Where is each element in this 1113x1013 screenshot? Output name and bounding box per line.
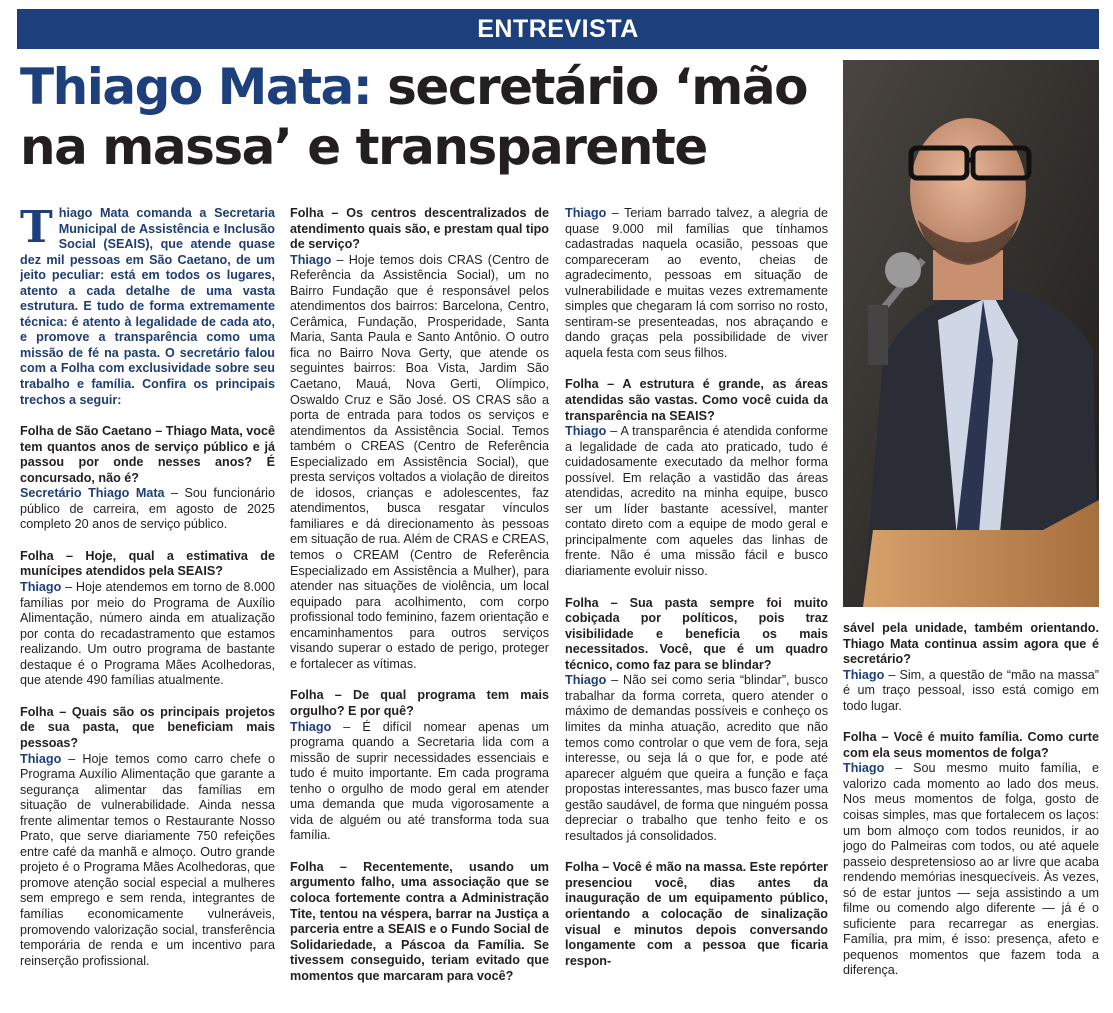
headline bbox=[20, 57, 840, 177]
speaker: Thiago bbox=[20, 751, 62, 766]
section-label: ENTREVISTA bbox=[477, 14, 639, 43]
answer-1 bbox=[20, 486, 275, 533]
speaker: Thiago bbox=[565, 206, 607, 220]
question-9-start: Folha – Você é mão na massa. Este repórter presenciou você, dias antes da inauguração de um equipamento público, orientando a colocação de sinalização visual e minutos depois conversando longamente com a pessoa que ficaria respon- bbox=[565, 860, 828, 968]
question-2: Folha – Hoje, qual a estimativa de munícipes atendidos pela SEAIS? bbox=[20, 548, 275, 579]
gap bbox=[20, 408, 275, 424]
article-column-3 bbox=[565, 206, 828, 1006]
intro-paragraph bbox=[20, 206, 275, 408]
question-7: Folha – A estrutura é grande, as áreas atendidas são vastas. Como você cuida da transparência na SEAIS? bbox=[565, 377, 828, 423]
gap bbox=[290, 844, 549, 860]
question-5: Folha – De qual programa tem mais orgulho? E por quê? bbox=[290, 688, 549, 718]
answer-text: – Sim, a questão de “mão na massa” é um traço pessoal, isso está comigo em todo lugar. bbox=[843, 667, 1099, 713]
headline-rest: secretário ‘mão na massa’ e transparente bbox=[20, 58, 807, 176]
question-9-end: sável pela unidade, também orientando. Thiago Mata continua assim agora que é secretário? bbox=[843, 621, 1099, 667]
answer-6 bbox=[565, 206, 828, 361]
section-banner bbox=[17, 9, 1099, 49]
headline-name: Thiago Mata: bbox=[20, 58, 372, 116]
intro-text: hiago Mata comanda a Secretaria Municipal de Assistência e Inclusão Social (SEAIS), que atende quase dez mil pessoas em São Caetano, de um jeito peculiar: está em todos os lugares, atento a cada detalhe de uma vasta estrutura. E tudo de forma extremamente técnica: é atento à legalidade de cada ato, e promove a transparência como uma missão de fé na pasta. O secretário falou com a Folha com exclusividade sobre seu trabalho e família. Confira os principais trechos a seguir: bbox=[20, 206, 275, 407]
answer-4 bbox=[290, 253, 549, 673]
speaker: Secretário Thiago Mata bbox=[20, 486, 165, 501]
gap bbox=[565, 580, 828, 596]
article-column-2 bbox=[290, 206, 549, 1006]
answer-10 bbox=[843, 761, 1099, 979]
question-1: Folha de São Caetano – Thiago Mata, você tem quantos anos de serviço público e já passou por onde nesses anos? É concursado, não é? bbox=[20, 424, 275, 485]
gap bbox=[565, 361, 828, 377]
question-4: Folha – Os centros descentralizados de atendimento quais são, e prestam qual tipo de serviço? bbox=[290, 206, 549, 252]
answer-text: – Sou mesmo muito família, e valorizo cada momento ao lado dos meus. Nos meus momentos de folga, gosto de coisas simples, mas que fortalecem os laços: um bom almoço com todos reunidos, ir ao jogo do Palmeiras com todos, ou até aquele passeio despretensioso ao ar livre que acaba rendendo memórias inesquecíveis. Às vezes, só de estar juntos — seja assistindo a um filme ou comendo algo diferente — já é o suficiente para recarregar as energias. Família, pra mim, é isso: presença, afeto e pequenos momentos que fazem toda a diferença. bbox=[843, 761, 1099, 978]
answer-text: – Hoje temos dois CRAS (Centro de Referência da Assistência Social), um no Bairro Fundação que é responsável pelos atendimentos dos bairros: Barcelona, Centro, Cerâmica, Fundação, Prosperidade, Santa Maria, Santa Paula e Santo Antônio. O outro fica no Bairro Nova Gerty, que atende os seguintes bairros: Boa Vista, Jardim São Caetano, Mauá, Nova Gerti, Olímpico, Oswaldo Cruz e São José. OS CRAS são a porta de entrada para todos os serviços e atendimentos da Assistência Social. Temos também o CREAS (Centro de Referência Especializado em Assistência Social), que presta serviços voltados a violação de direitos de idosos, crianças e adolescentes, faz atendimentos, busca resgatar vínculos familiares e dá direcionamento às pessoas em situação de rua. Além de CRAS e CREAS, temos o CREAM (Centro de Referência Especializado em Assistência a Mulher), para atender nas situações de violência, um local equipado para acolhimento, com corpo profissional todo feminino, fazem orientação e encaminhamentos para outros serviços visando superar o estado de perigo, proteger e fortalecer as vítimas. bbox=[290, 252, 549, 671]
article-column-1 bbox=[20, 206, 275, 1006]
speaker: Thiago bbox=[20, 580, 62, 595]
question-8: Folha – Sua pasta sempre foi muito cobiçada por políticos, pois traz visibilidade e beneficia os mais necessitados. Você, que é um quadro técnico, como faz para se blindar? bbox=[565, 595, 828, 672]
gap bbox=[843, 714, 1099, 730]
gap bbox=[20, 689, 275, 705]
answer-text: – Sou funcionário público de carreira, em agosto de 2025 completo 20 anos de serviço público. bbox=[20, 486, 275, 532]
gap bbox=[20, 533, 275, 549]
speaker: Thiago bbox=[565, 673, 607, 688]
portrait-photo-icon bbox=[843, 60, 1099, 607]
speaker: Thiago bbox=[290, 252, 332, 267]
answer-8 bbox=[565, 673, 828, 844]
portrait-photo bbox=[843, 60, 1099, 607]
answer-3 bbox=[20, 752, 275, 970]
answer-text: – A transparência é atendida conforme a legalidade de cada ato praticado, tudo é cuidadosamente executado da melhor forma possível. Em relação a vastidão das áreas atendidas, acredito na minha equipe, busco ser um líder bastante acessível, manter contato direto com a equipe de modo geral e principalmente com aqueles das linhas de frente. Não é uma missão fácil e busco diariamente evoluir nisso. bbox=[565, 424, 828, 579]
answer-9 bbox=[843, 668, 1099, 715]
question-6: Folha – Recentemente, usando um argumento falho, uma associação que se coloca fortemente contra a Administração Tite, tentou na véspera, barrar na Justiça a parceria entre a SEAIS e o Fundo Social de Solidariedade, a Páscoa da Família. Se tivessem conseguido, teriam evitado que momentos que marcaram para você? bbox=[290, 859, 549, 983]
gap bbox=[565, 844, 828, 860]
question-3: Folha – Quais são os principais projetos de sua pasta, que beneficiam mais pessoas? bbox=[20, 704, 275, 750]
gap bbox=[290, 672, 549, 688]
answer-2 bbox=[20, 580, 275, 689]
speaker: Thiago bbox=[843, 761, 885, 776]
answer-text: – Hoje temos como carro chefe o Programa Auxílio Alimentação que garante a segurança alimentar das famílias em situação de vulnerabilidade. Ainda nessa frente alimentar temos o Restaurante Nosso Prato, que serve diariamente 750 refeições entre café da manhã e almoço. Outro grande projeto é o Programa Mães Acolhedoras, que promove atenção social especial a mulheres sem emprego e sem renda, integrantes de famílias economicamente vulneráveis, promovendo valorização social, transferência temporária de renda e um incentivo para reinserção profissional. bbox=[20, 751, 275, 968]
answer-text: – Não sei como seria “blindar”, busco trabalhar da forma correta, quero atender o máximo de demandas possíveis e conheço os limites da minha atuação, acredito que não temos como controlar o que vem de fora, seja interesse, ou seja lá o que for, e pode até aparecer alguém que queira a função e faça propostas interessantes, mas busco fazer uma gestão saudável, de forma que ninguém possa depreciar o trabalho que tenho feito e os resultados já consolidados. bbox=[565, 673, 828, 843]
speaker: Thiago bbox=[565, 424, 607, 439]
speaker: Thiago bbox=[843, 667, 885, 682]
answer-5 bbox=[290, 720, 549, 844]
answer-text: – Hoje atendemos em torno de 8.000 famílias por meio do Programa de Auxílio Alimentação, número ainda em atualização por conta do recadastramento que estamos realizando. Um outro programa de bastante destaque é o Programa Mães Acolhedoras, que atende 490 famílias atualmente. bbox=[20, 580, 275, 688]
answer-text: – É difícil nomear apenas um programa quando a Secretaria lida com a missão de suprir necessidades essenciais e tudo é muito importante. Em cada programa tenho o orgulho de modo geral em atender uma demanda que muda vigorosamente a vida de alguém ou até transforma toda sua família. bbox=[290, 719, 549, 843]
article-column-4 bbox=[843, 621, 1099, 1006]
answer-text: – Teriam barrado talvez, a alegria de quase 9.000 mil famílias que tínhamos cadastradas naquela ocasião, pessoas que compareceram ao evento, cheias de agradecimento, pessoas em situação de vulnerabilidade e muitas vezes extremamente simples que chegaram lá com sorriso no rosto, sentiram-se presenteadas, nos abraçando e dando graças pela possibilidade de viver aquela festa com seus filhos. bbox=[565, 206, 828, 360]
speaker: Thiago bbox=[290, 719, 332, 734]
dropcap: T bbox=[20, 206, 53, 253]
answer-7 bbox=[565, 424, 828, 579]
question-10: Folha – Você é muito família. Como curte com ela seus momentos de folga? bbox=[843, 730, 1099, 760]
